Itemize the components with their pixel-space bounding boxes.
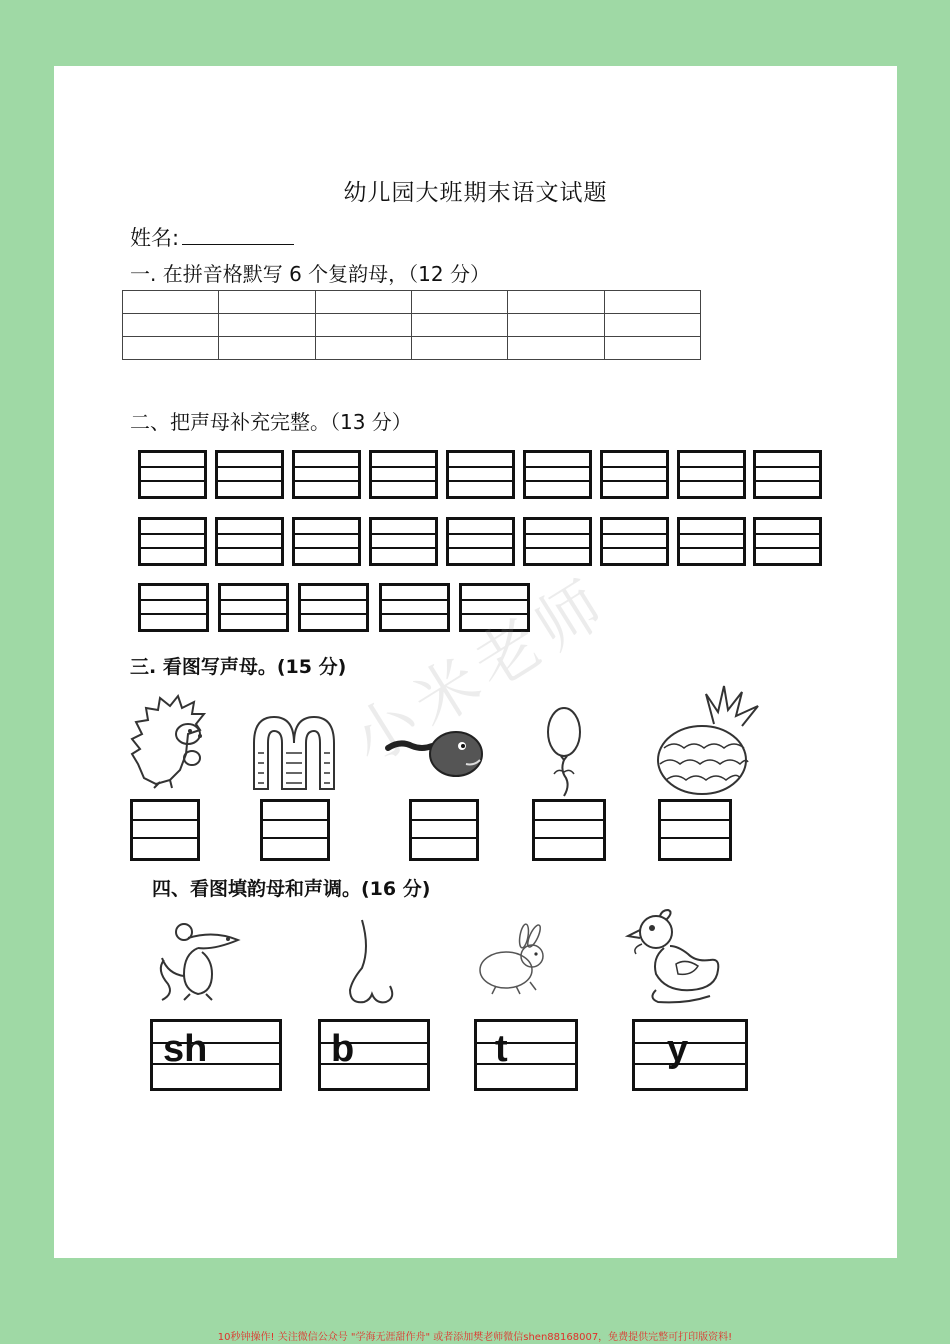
initial-writing-box[interactable] [677,517,746,566]
rabbit-icon [476,924,552,996]
initial-writing-box[interactable] [138,583,209,632]
mouse-icon [154,924,244,1004]
initial-writing-box[interactable] [459,583,530,632]
section-4-heading: 四、看图填韵母和声调。(16 分) [152,878,431,900]
initial-writing-box[interactable] [292,517,361,566]
final-tone-box-1[interactable] [150,1019,282,1091]
initial-writing-box[interactable] [753,517,822,566]
picture-initial-box[interactable] [532,799,606,861]
page-title: 幼儿园大班期末语文试题 [343,180,608,206]
final-tone-box-4[interactable] [632,1019,748,1091]
given-initial: sh [163,1028,208,1070]
name-label: 姓名: [130,226,180,250]
given-initial: t [495,1028,508,1070]
balloon-icon [544,706,584,798]
given-initial: b [331,1028,355,1070]
initial-writing-box[interactable] [215,450,284,499]
tadpole-icon [386,726,490,782]
picture-initial-box[interactable] [409,799,479,861]
pinyin-cell[interactable] [122,290,218,360]
pineapple-icon [654,684,764,796]
initial-writing-box[interactable] [446,450,515,499]
hedgehog-icon [130,694,212,790]
picture-initial-box[interactable] [260,799,330,861]
initial-writing-box[interactable] [369,450,438,499]
watermark: 小米老师 [339,564,623,780]
name-field-line[interactable] [182,244,294,245]
given-initial: y [667,1028,689,1070]
worksheet-page [54,66,897,1258]
initial-writing-box[interactable] [218,583,289,632]
final-tone-box-3[interactable] [474,1019,578,1091]
initial-writing-box[interactable] [138,450,207,499]
pinyin-cell[interactable] [315,290,411,360]
pinyin-grid[interactable] [122,290,701,360]
section-1-heading: 一. 在拼音格默写 6 个复韵母，（12 分） [130,262,490,286]
initial-writing-box[interactable] [369,517,438,566]
pinyin-cell[interactable] [218,290,314,360]
picture-initial-box[interactable] [658,799,732,861]
initial-writing-box[interactable] [298,583,369,632]
initial-writing-box[interactable] [677,450,746,499]
initial-writing-box[interactable] [138,517,207,566]
final-tone-box-2[interactable] [318,1019,430,1091]
initial-writing-box[interactable] [215,517,284,566]
initial-writing-box[interactable] [379,583,450,632]
initial-writing-box[interactable] [523,450,592,499]
footer-note: 10秒钟操作! 关注微信公众号 "学海无涯甜作舟" 或者添加樊老师微信shen88168007，免费提供完整可打印版资料! [217,1332,733,1343]
gate-icon [250,713,338,791]
pinyin-cell[interactable] [411,290,507,360]
initial-writing-box[interactable] [600,450,669,499]
initial-writing-box[interactable] [292,450,361,499]
initial-writing-box[interactable] [446,517,515,566]
section-3-heading: 三. 看图写声母。(15 分) [130,656,347,678]
duck-icon [626,908,726,1006]
initial-writing-box[interactable] [523,517,592,566]
pinyin-cell[interactable] [604,290,701,360]
nose-icon [340,918,398,1008]
picture-initial-box[interactable] [130,799,200,861]
pinyin-cell[interactable] [507,290,603,360]
initial-writing-box[interactable] [753,450,822,499]
initial-writing-box[interactable] [600,517,669,566]
section-2-heading: 二、把声母补充完整。（13 分） [130,410,412,434]
